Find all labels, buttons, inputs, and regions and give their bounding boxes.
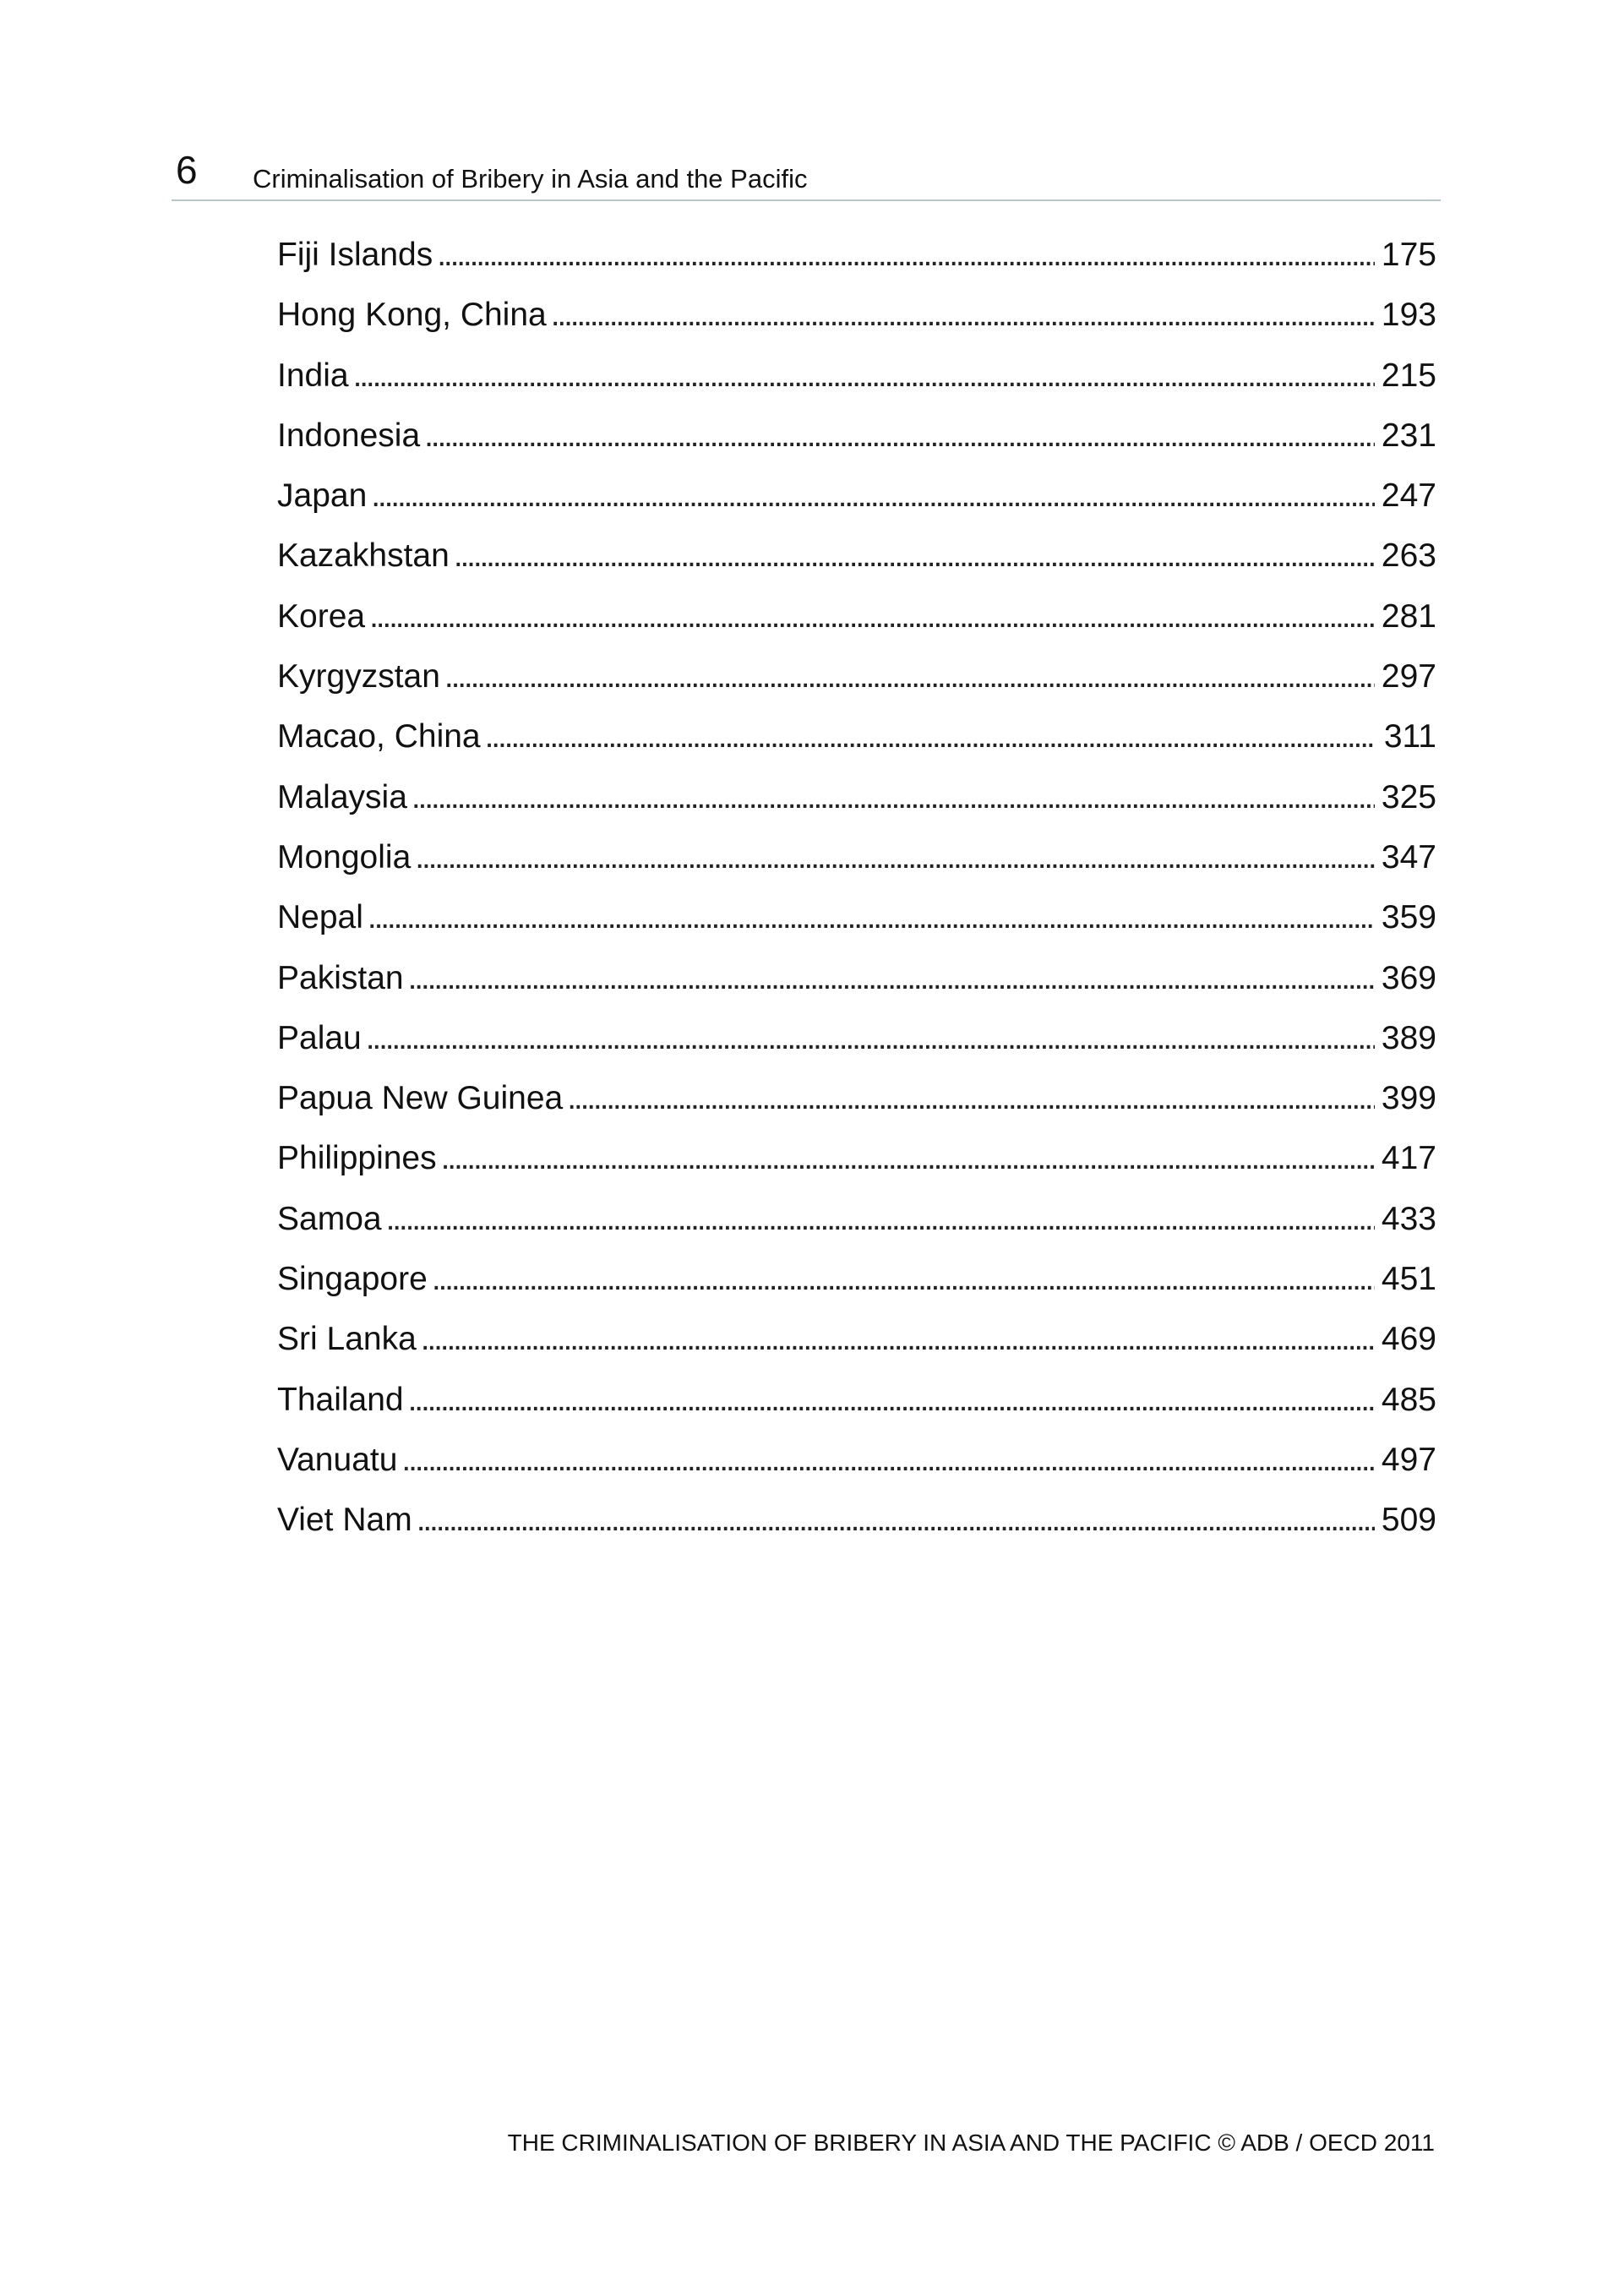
dot-leader (368, 901, 1375, 934)
toc-entry-label: Fiji Islands (277, 237, 433, 273)
toc-entry[interactable] (277, 959, 1436, 1022)
toc-entry[interactable] (277, 419, 1436, 479)
toc-entry-page: 325 (1381, 778, 1436, 815)
toc-entry-label: Japan (277, 477, 368, 515)
toc-entry-page: 281 (1381, 597, 1436, 635)
dot-leader (417, 1503, 1375, 1536)
toc-entry-page: 469 (1381, 1321, 1436, 1358)
toc-entry[interactable] (277, 660, 1436, 720)
toc-entry-page: 399 (1381, 1080, 1436, 1117)
toc-entry-page: 417 (1381, 1140, 1436, 1177)
toc-entry-page: 497 (1381, 1441, 1436, 1478)
dot-leader (401, 1443, 1375, 1476)
toc-entry-label: Samoa (277, 1200, 382, 1237)
toc-entry-page: 359 (1381, 899, 1436, 936)
page-header (172, 144, 1441, 201)
toc-entry[interactable] (277, 479, 1436, 539)
dot-leader (421, 1323, 1375, 1355)
toc-entry[interactable] (277, 1200, 1436, 1263)
toc-entry[interactable] (277, 1323, 1436, 1383)
toc-entry-label: Palau (277, 1019, 362, 1056)
dot-leader (371, 479, 1375, 512)
toc-entry-label: Nepal (277, 899, 363, 936)
toc-entry-label: Sri Lanka (277, 1321, 417, 1358)
toc-entry-label: Korea (277, 597, 366, 635)
toc-entry-page: 369 (1381, 959, 1436, 996)
toc-entry[interactable] (277, 1082, 1436, 1142)
toc-entry-label: Pakistan (277, 959, 404, 996)
dot-leader (408, 962, 1375, 995)
toc-entry-label: Malaysia (277, 778, 407, 815)
toc-entry-label: Macao, China (277, 718, 481, 755)
toc-entry-page: 509 (1381, 1502, 1436, 1539)
toc-entry-page: 347 (1381, 838, 1436, 875)
toc-entry[interactable] (277, 539, 1436, 599)
dot-leader (432, 1263, 1375, 1295)
page-number: 6 (176, 148, 198, 192)
toc-entry[interactable] (277, 1383, 1436, 1443)
toc-entry[interactable] (277, 838, 1436, 901)
toc-entry-label: Hong Kong, China (277, 297, 547, 334)
toc-entry[interactable] (277, 597, 1436, 660)
dot-leader (424, 419, 1375, 452)
dot-leader (485, 720, 1375, 753)
dot-leader (441, 1142, 1375, 1175)
toc-entry-page: 215 (1381, 357, 1436, 394)
dot-leader (551, 298, 1375, 331)
toc-entry-page: 433 (1381, 1200, 1436, 1237)
toc-entry[interactable] (277, 359, 1436, 419)
toc-entry[interactable] (277, 1443, 1436, 1503)
toc-entry-page: 297 (1381, 658, 1436, 695)
table-of-contents (277, 238, 1436, 1564)
toc-entry-label: India (277, 357, 349, 394)
toc-entry-label: Papua New Guinea (277, 1080, 564, 1117)
toc-entry-page: 193 (1381, 297, 1436, 334)
toc-entry[interactable] (277, 238, 1436, 298)
dot-leader (386, 1203, 1375, 1235)
dot-leader (437, 238, 1375, 271)
dot-leader (415, 841, 1375, 874)
toc-entry[interactable] (277, 1263, 1436, 1323)
toc-entry-label: Indonesia (277, 417, 421, 454)
dot-leader (567, 1082, 1375, 1115)
toc-entry-label: Singapore (277, 1261, 428, 1298)
toc-entry[interactable] (277, 298, 1436, 358)
dot-leader (408, 1383, 1375, 1416)
toc-entry[interactable] (277, 1503, 1436, 1563)
toc-entry[interactable] (277, 720, 1436, 780)
running-title: Criminalisation of Bribery in Asia and the Pacific (253, 164, 808, 194)
toc-entry-label: Viet Nam (277, 1502, 412, 1539)
toc-entry[interactable] (277, 778, 1436, 841)
dot-leader (369, 600, 1375, 633)
page-footer: THE CRIMINALISATION OF BRIBERY IN ASIA AND THE PACIFIC © ADB / OECD 2011 (507, 2130, 1435, 2156)
toc-entry[interactable] (277, 1142, 1436, 1202)
dot-leader (454, 539, 1375, 572)
toc-entry-page: 389 (1381, 1019, 1436, 1056)
toc-entry-page: 311 (1383, 718, 1436, 755)
toc-entry-label: Vanuatu (277, 1441, 398, 1478)
dot-leader (444, 660, 1375, 693)
toc-entry-page: 263 (1381, 537, 1436, 575)
toc-entry-label: Philippines (277, 1140, 437, 1177)
toc-entry-label: Thailand (277, 1381, 404, 1418)
toc-entry-page: 231 (1381, 417, 1436, 454)
toc-entry[interactable] (277, 901, 1436, 961)
toc-entry-label: Mongolia (277, 838, 412, 875)
toc-entry-page: 451 (1381, 1261, 1436, 1298)
toc-entry-page: 247 (1381, 477, 1436, 515)
toc-entry-page: 485 (1381, 1381, 1436, 1418)
dot-leader (353, 359, 1375, 392)
dot-leader (366, 1022, 1375, 1055)
toc-entry-page: 175 (1381, 237, 1436, 273)
dot-leader (412, 781, 1375, 814)
toc-entry-label: Kazakhstan (277, 537, 450, 575)
toc-entry-label: Kyrgyzstan (277, 658, 440, 695)
toc-entry[interactable] (277, 1019, 1436, 1082)
